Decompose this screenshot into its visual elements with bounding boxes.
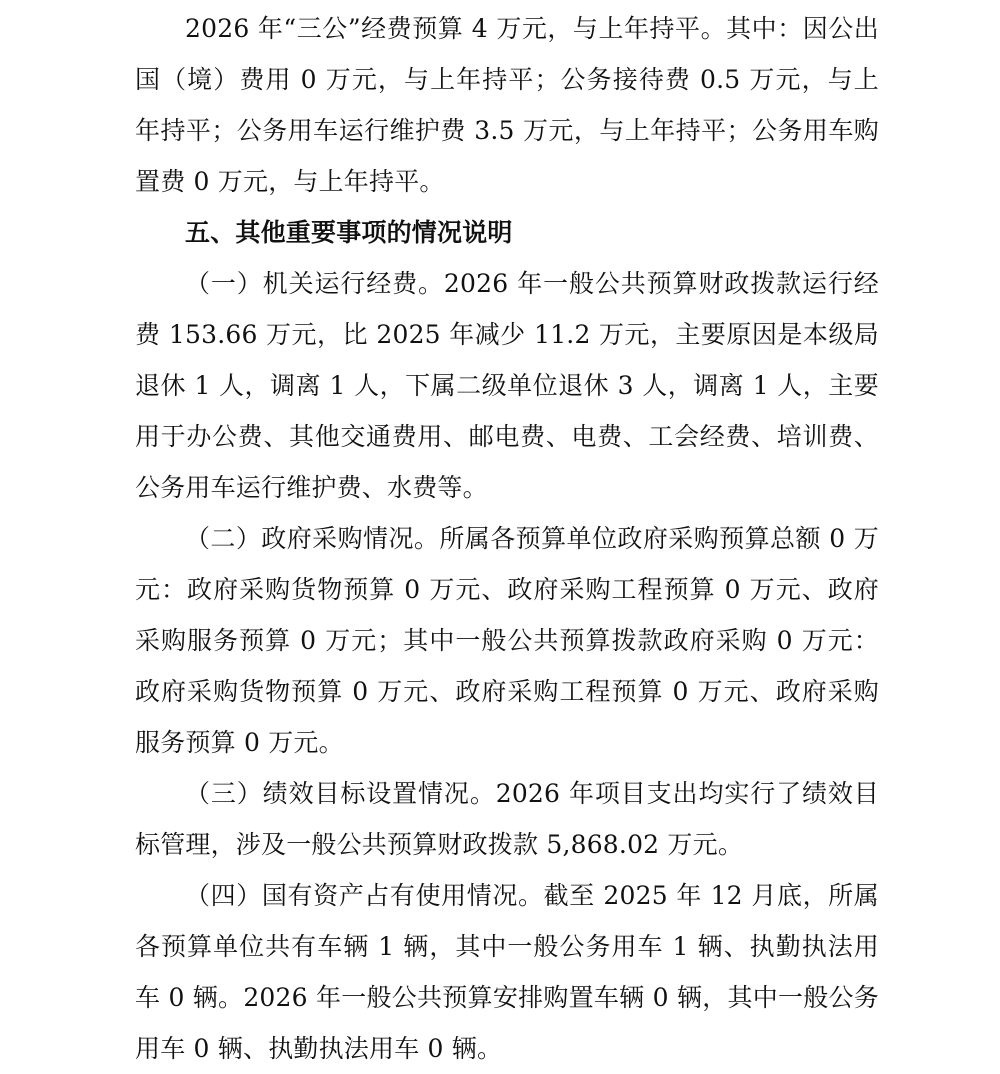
paragraph-state-assets: （四）国有资产占有使用情况。截至 2025 年 12 月底，所属各预算单位共有车辆 1 辆，其中一般公务用车 1 辆、执勤执法用车 0 辆。2026 年一般公共预算安排购置车辆 0 辆，其中一般公务用车 0 辆、执勤执法用车 0 辆。 <box>135 881 879 1063</box>
paragraph-sangong-budget: 2026 年“三公”经费预算 4 万元，与上年持平。其中：因公出国（境）费用 0 万元，与上年持平；公务接待费 0.5 万元，与上年持平；公务用车运行维护费 3.5 万元，与上年持平；公务用车购置费 0 万元，与上年持平。 <box>135 14 879 196</box>
section-heading-other-matters: 五、其他重要事项的情况说明 <box>185 218 513 247</box>
paragraph-performance-targets: （三）绩效目标设置情况。2026 年项目支出均实行了绩效目标管理，涉及一般公共预算财政拨款 5,868.02 万元。 <box>135 779 879 859</box>
document-body <box>135 3 879 1074</box>
paragraph-operating-expenses: （一）机关运行经费。2026 年一般公共预算财政拨款运行经费 153.66 万元，比 2025 年减少 11.2 万元，主要原因是本级局退休 1 人，调离 1 人，下属二级单位退休 3 人，调离 1 人，主要用于办公费、其他交通费用、邮电费、电费、工会经费、培训费、公务用车运行维护费、水费等。 <box>135 269 879 502</box>
paragraph-government-procurement: （二）政府采购情况。所属各预算单位政府采购预算总额 0 万元：政府采购货物预算 0 万元、政府采购工程预算 0 万元、政府采购服务预算 0 万元；其中一般公共预算拨款政府采购 0 万元：政府采购货物预算 0 万元、政府采购工程预算 0 万元、政府采购服务预算 0 万元。 <box>135 524 879 757</box>
